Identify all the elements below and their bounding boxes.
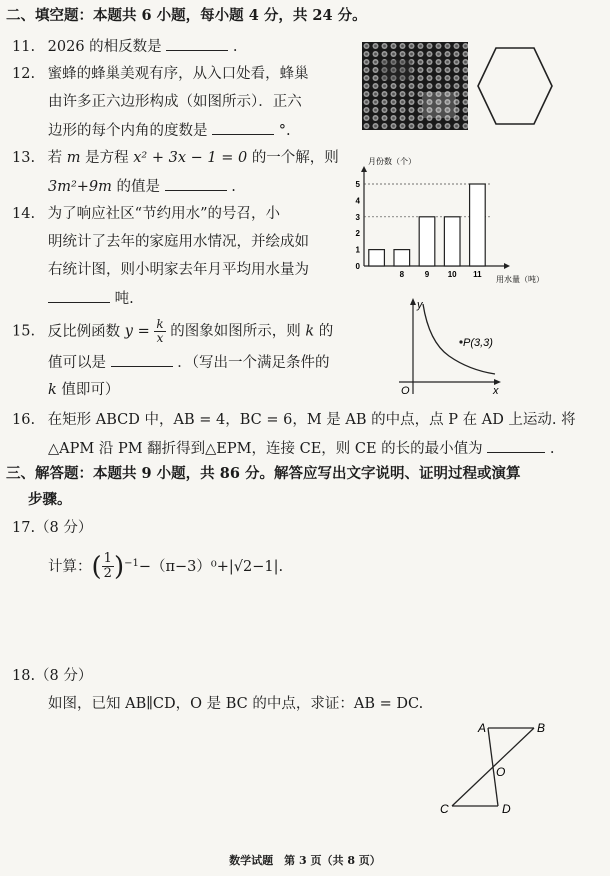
section2-title: 二、填空题：本题共 6 小题，每小题 4 分，共 24 分。 [6,7,367,24]
label-c: C [440,802,449,816]
q15-text-f: 值即可） [61,382,120,398]
q15-line3 [48,380,119,400]
label-a: A [478,721,487,735]
chart-bar [369,250,385,266]
q13-text-a: 若 [47,150,63,166]
q15-line1 [12,318,333,345]
q17-paren-open: ( [91,551,102,582]
section3-title-1: 三、解答题：本题共 9 小题，共 86 分。解答应写出文字说明、证明过程或演算 [6,465,521,482]
q14-text-2: 明统计了去年的家庭用水情况，并绘成如 [48,234,309,250]
q16-text-2: △APM 沿 PM 翻折得到△EPM，连接 CE，则 CE 的长的最小值为 [48,441,483,457]
honeycomb-photo [362,42,468,130]
chart-x-tick-label: 10 [447,270,457,279]
q17-expression [48,552,283,581]
q11-num: 11. [12,39,36,55]
q17-numerator: 1 [103,551,112,566]
chart-x-tick-label: 11 [473,270,482,279]
q17-fraction [102,552,114,581]
chart-xticks [400,270,483,279]
q15-text-c: 的 [318,323,334,340]
q13-expression: 3m²+9m [48,179,112,195]
q17-num: 17.（8 分） [12,520,93,536]
q15-text-b: 的图象如图所示，则 [170,323,301,340]
q15-line2 [48,352,329,373]
label-d: D [502,802,511,816]
chart-y-tick-label: 2 [355,229,360,239]
q12-line3 [48,120,291,141]
q15-text-d: 值可以是 [48,355,106,371]
chart-yticks [356,180,361,271]
q15-numerator: k [156,317,164,331]
q12-text-3: 边形的每个内角的度数是 [48,123,208,139]
q14-text-1: 为了响应社区“节约用水”的号召，小 [47,206,280,222]
q11 [12,36,238,57]
q13-text-b: 是方程 [85,150,129,166]
label-o: O [496,765,506,779]
q16-end: . [549,441,555,457]
chart-y-tick-label: 0 [355,262,360,271]
y-axis-label: y [417,299,423,311]
q12-num: 12. [12,66,36,82]
chart-x-arrow [504,263,510,269]
q14-answer-blank[interactable] [48,288,110,303]
q12-answer-blank[interactable] [212,120,274,135]
q16-text-1: 在矩形 ABCD 中，AB = 4，BC = 6，M 是 AB 的中点，点 P 在 AD 上运动. 将 [47,412,576,428]
q15-y-equals: y = [124,323,150,340]
q13-end: . [231,179,236,195]
q14-line1 [12,204,280,224]
q15-var-k-2: k [48,382,57,398]
q15-num: 15. [12,323,36,340]
q18-text: 如图，已知 AB∥CD，O 是 BC 的中点，求证：AB = DC. [48,696,424,712]
q14-text-3: 右统计图，则小明家去年月平均用水量为 [48,262,309,278]
q17-exponent: −1 [124,558,139,569]
q16-line2 [48,438,555,459]
hexagon-icon [476,42,554,130]
inverse-function-graph [395,296,505,398]
q15-denominator: x [156,331,164,345]
q12-text-1: 蜜蜂的蜂巢美观有序，从入口处看，蜂巢 [47,66,309,82]
chart-y-tick-label: 5 [355,180,360,189]
q17-label: 计算： [48,558,92,575]
q11-end: . [232,39,238,55]
q12-text-2: 由许多正六边形构成（如图所示）．正六 [48,94,302,110]
q13-var-m: m [66,150,81,166]
q17-paren-close: ) [113,551,125,582]
q16-num: 16. [12,412,36,428]
chart-x-tick-label: 9 [424,270,430,279]
q12-end: °. [278,123,291,139]
q14-line4 [48,288,134,309]
chart-y-tick-label: 4 [355,196,360,206]
q16-answer-blank[interactable] [487,438,545,453]
chart-bars [369,184,485,266]
point-p-label: P(3,3) [463,337,493,349]
q15-text-a: 反比例函数 [47,323,121,340]
q17-denominator: 2 [103,566,112,581]
water-usage-bar-chart [352,148,552,296]
chart-y-tick-label: 3 [355,212,360,222]
q13-text-d: 的值是 [116,179,161,195]
chart-bar [444,217,460,266]
q15-answer-blank[interactable] [111,352,173,367]
page-footer: 数学试题 第 3 页（共 8 页） [229,854,381,867]
q13-answer-blank[interactable] [165,176,227,191]
chart-bar [470,184,486,266]
chart-ylabel: 月份数（个） [368,157,416,166]
q14-end: 吨. [114,291,134,307]
chart-xlabel: 用水量（吨） [496,275,544,284]
q15-var-k: k [305,323,315,340]
q13-line1 [12,148,339,168]
chart-y-arrow [361,166,367,172]
parallel-lines-figure [430,718,560,818]
q13-line2 [48,176,236,197]
q12-line1 [12,64,309,84]
x-axis-label: x [493,385,499,397]
section3-title-2: 步骤。 [28,491,72,508]
q13-equation: x² + 3x − 1 = 0 [133,150,248,166]
q18-num: 18.（8 分） [12,668,93,684]
q16-line1 [12,410,576,430]
chart-y-tick-label: 1 [355,245,360,255]
chart-bar [394,250,410,266]
q14-num: 14. [12,206,36,222]
chart-bar [419,217,435,266]
q11-text: 2026 的相反数是 [47,39,162,55]
q15-text-e: ．（写出一个满足条件的 [177,355,330,371]
y-axis-arrow [410,298,416,305]
chart-x-tick-label: 8 [399,270,405,279]
q13-text-c: 的一个解，则 [251,150,339,166]
label-b: B [537,721,546,735]
q11-answer-blank[interactable] [166,36,228,51]
q13-num: 13. [12,150,36,166]
q15-fraction [154,318,165,345]
q17-rest: −（π−3）⁰+|√2−1|. [138,558,284,575]
origin-label: O [401,385,410,397]
